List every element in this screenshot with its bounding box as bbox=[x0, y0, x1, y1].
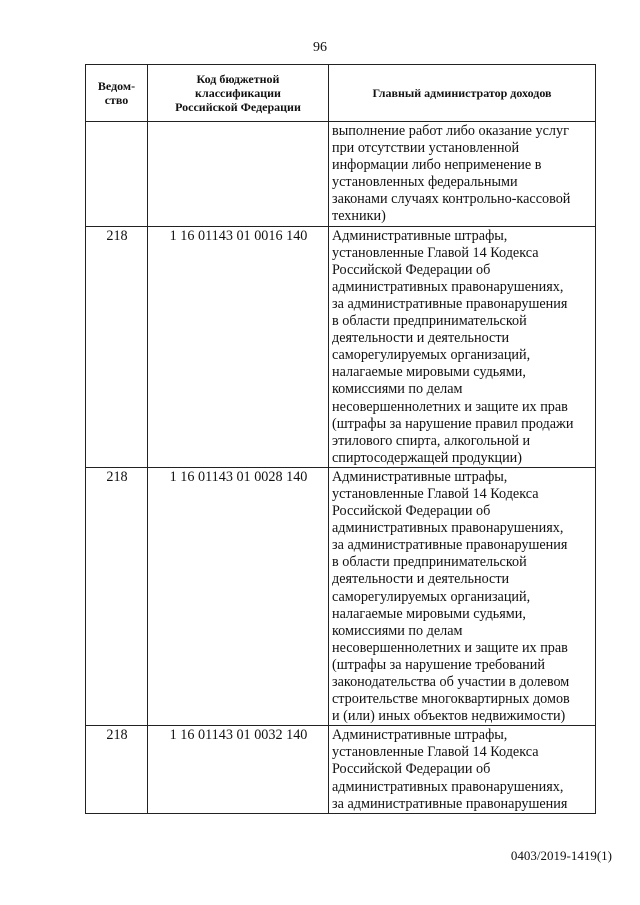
cell-code: 1 16 01143 01 0016 140 bbox=[148, 226, 329, 467]
cell-department: 218 bbox=[86, 726, 148, 813]
cell-code: 1 16 01143 01 0032 140 bbox=[148, 726, 329, 813]
budget-classification-table bbox=[85, 64, 596, 814]
page-number: 96 bbox=[313, 40, 327, 55]
header-code bbox=[148, 65, 329, 122]
cell-department: 218 bbox=[86, 226, 148, 467]
cell-department: 218 bbox=[86, 467, 148, 725]
header-code-label: Код бюджетной классификации Российской Федерации bbox=[175, 72, 301, 114]
header-administrator-label: Главный администратор доходов bbox=[372, 86, 552, 100]
table-header-row bbox=[86, 65, 596, 122]
cell-administrator-text: Административные штрафы, установленные Главой 14 Кодекса Российской Федерации об административных правонарушениях, за административные правонарушения bbox=[329, 726, 596, 813]
table-row bbox=[86, 226, 596, 467]
header-department bbox=[86, 65, 148, 122]
cell-administrator-text: Административные штрафы, установленные Главой 14 Кодекса Российской Федерации об административных правонарушениях, за административные правонарушения в области предпринимательской деятельности и деятельности саморегулируемых организаций, налагаемые мировыми судьями, комиссиями по делам несовершеннолетних и защите их прав (штрафы за нарушение требований законодательства об участии в долевом строительстве многоквартирных домов и (или) иных объектов недвижимости) bbox=[329, 467, 596, 725]
cell-code: 1 16 01143 01 0028 140 bbox=[148, 467, 329, 725]
cell-administrator-text: Административные штрафы, установленные Главой 14 Кодекса Российской Федерации об административных правонарушениях, за административные правонарушения в области предпринимательской деятельности и деятельности саморегулируемых организаций, налагаемые мировыми судьями, комиссиями по делам несовершеннолетних и защите их прав (штрафы за нарушение правил продажи этилового спирта, алкогольной и спиртосодержащей продукции) bbox=[329, 226, 596, 467]
table-row bbox=[86, 122, 596, 227]
table-row bbox=[86, 467, 596, 725]
header-department-label: Ведом- ство bbox=[97, 79, 136, 107]
cell-administrator-text: выполнение работ либо оказание услуг при отсутствии установленной информации либо неприменение в установленных федеральными законами случаях контрольно-кассовой техники) bbox=[329, 122, 596, 227]
table-row bbox=[86, 726, 596, 813]
cell-code bbox=[148, 122, 329, 227]
cell-department bbox=[86, 122, 148, 227]
header-administrator bbox=[329, 65, 596, 122]
document-number: 0403/2019-1419(1) bbox=[510, 848, 612, 863]
